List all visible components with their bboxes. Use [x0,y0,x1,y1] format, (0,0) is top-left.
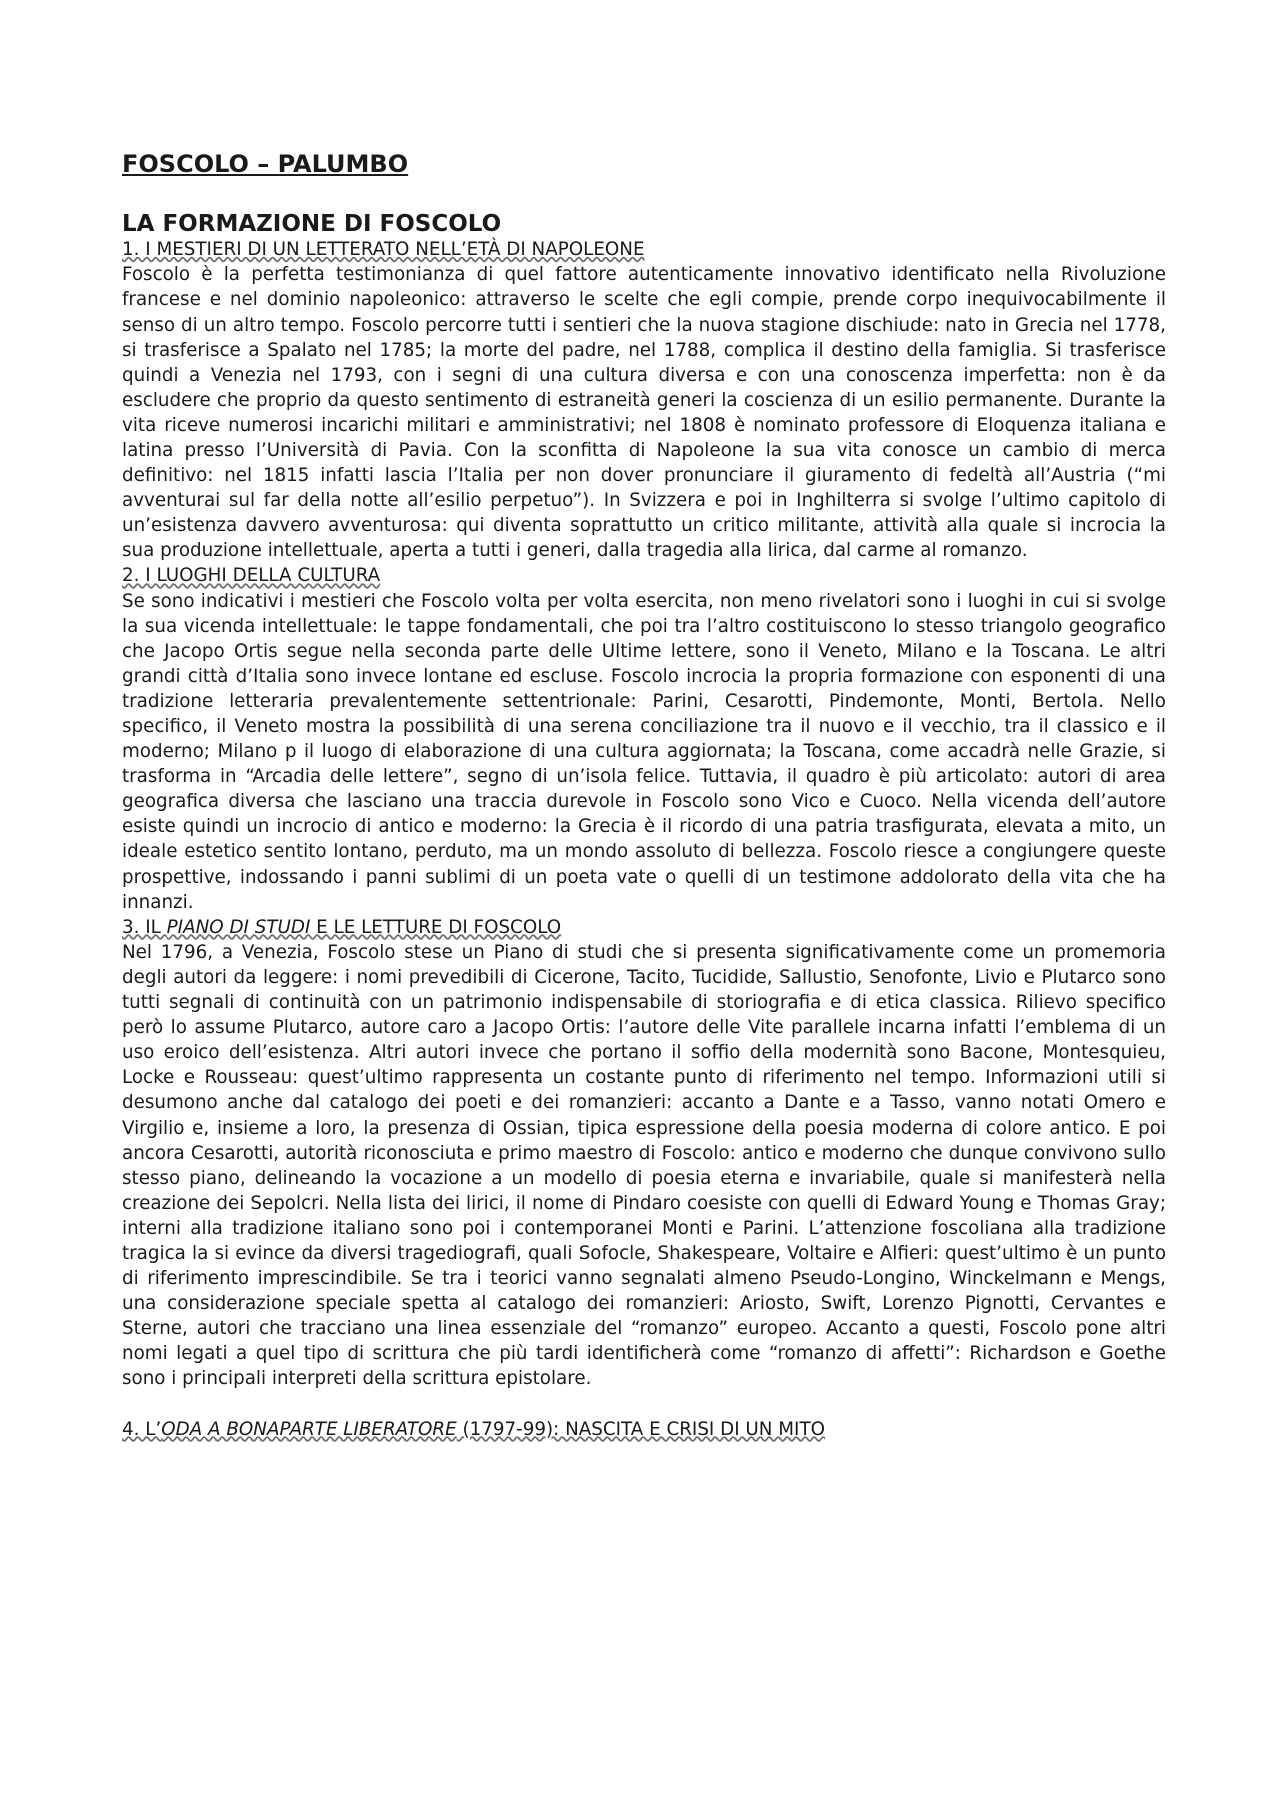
document-title: FOSCOLO – PALUMBO [122,150,409,178]
paragraph-3: Nel 1796, a Venezia, Foscolo stese un Piano di studi che si presenta significativamente come un promemoria degli autori da leggere: i nomi prevedibili di Cicerone, Tacito, Tucidide, Sallustio, Senofonte, Livio e Plutarco sono tutti segnali di continuità con un patrimonio indispensabile di storiografia e di etica classica. Rilievo specifico però lo assume Plutarco, autore caro a Jacopo Ortis: l’autore delle Vite parallele incarna infatti l’emblema di un uso eroico dell’esistenza. Altri autori invece che portano il soffio della modernità sono Bacone, Montesquieu, Locke e Rousseau: quest’ultimo rappresenta un costante punto di riferimento nel tempo. Informazioni utili si desumono anche dal catalogo dei poeti e dei romanzieri: accanto a Dante e a Tasso, vanno notati Omero e Virgilio e, insieme a loro, la presenza di Ossian, tipica espressione della poesia moderna di colore antico. E poi ancora Cesarotti, autorità riconosciuta e primo maestro di Foscolo: antico e moderno che dunque convivono sullo stesso piano, delineando la vocazione a un modello di poesia eterna e invariabile, quale si manifesterà nella creazione dei Sepolcri. Nella lista dei lirici, il nome di Pindaro coesiste con quelli di Edward Young e Thomas Gray; interni alla tradizione italiano sono poi i contemporanei Monti e Parini. L’attenzione foscoliana alla tradizione tragica la si evince da diversi tragediografi, quali Sofocle, Shakespeare, Voltaire e Alfieri: quest’ultimo è un punto di riferimento imprescindibile. Se tra i teorici vanno segnalati almeno Pseudo-Longino, Winckelmann e Mengs, una considerazione speciale spetta al catalogo dei romanzieri: Ariosto, Swift, Lorenzo Pignotti, Cervantes e Sterne, autori che tracciano una linea essenziale del “romanzo” europeo. Accanto a questi, Foscolo pone altri nomi legati a quel tipo di scrittura che più tardi identificherà come “romanzo di affetti”: Richardson e Goethe sono i principali interpreti della scrittura epistolare. [122,941,1166,1390]
subsection-heading-2: 2. I LUOGHI DELLA CULTURA [122,565,381,587]
subsection-heading-3 [122,915,1166,940]
heading-3-suffix: E LE LETTURE DI FOSCOLO [310,916,562,938]
heading-4-prefix: 4. L’ [122,1418,162,1440]
document-page [122,150,1166,1442]
heading-4-suffix: (1797-99): NASCITA E CRISI DI UN MITO [456,1418,826,1440]
paragraph-1: Foscolo è la perfetta testimonianza di quel fattore autenticamente innovativo identificato nella Rivoluzione francese e nel dominio napoleonico: attraverso le scelte che egli compie, prende corpo inequivocabilmente il senso di un altro tempo. Foscolo percorre tutti i sentieri che la nuova stagione dischiude: nato in Grecia nel 1778, si trasferisce a Spalato nel 1785; la morte del padre, nel 1788, complica il destino della famiglia. Si trasferisce quindi a Venezia nel 1793, con i segni di una cultura diversa e con una conoscenza imperfetta: non è da escludere che proprio da questo sentimento di estraneità generi la coscienza di un esilio permanente. Durante la vita riceve numerosi incarichi militari e amministrativi; nel 1808 è nominato professore di Eloquenza italiana e latina presso l’Università di Pavia. Con la sconfitta di Napoleone la sua vita conosce un cambio di merca definitivo: nel 1815 infatti lascia l’Italia per non dover pronunciare il giuramento di fedeltà all’Austria (“mi avventurai sul far della notte all’esilio perpetuo”). In Svizzera e poi in Inghilterra si svolge l’ultimo capitolo di un’esistenza davvero avventurosa: qui diventa soprattutto un critico militante, attività alla quale si incrocia la sua produzione intellettuale, aperta a tutti i generi, dalla tragedia alla lirica, dal carme al romanzo. [122,264,1166,562]
spacer [122,1392,1166,1417]
heading-4-emphasis: ODA A BONAPARTE LIBERATORE [161,1418,457,1440]
heading-3-emphasis: PIANO DI STUDI [166,916,311,938]
heading-3-prefix: 3. IL [122,916,167,938]
section-title: LA FORMAZIONE DI FOSCOLO [122,210,502,237]
paragraph-2: Se sono indicativi i mestieri che Foscolo volta per volta esercita, non meno rivelatori sono i luoghi in cui si svolge la sua vicenda intellettuale: le tappe fondamentali, che poi tra l’altro costituiscono lo stesso triangolo geografico che Jacopo Ortis segue nella seconda parte delle Ultime lettere, sono il Veneto, Milano e la Toscana. Le altri grandi città d’Italia sono invece lontane ed escluse. Foscolo incrocia la propria formazione con esponenti di una tradizione letteraria prevalentemente settentrionale: Parini, Cesarotti, Pindemonte, Monti, Bertola. Nello specifico, il Veneto mostra la possibilità di una serena conciliazione tra il nuovo e il vecchio, tra il classico e il moderno; Milano p il luogo di elaborazione di una cultura aggiornata; la Toscana, come accadrà nelle Grazie, si trasforma in “Arcadia delle lettere”, segno di un’isola felice. Tuttavia, il quadro è più articolato: autori di area geografica diversa che lasciano una traccia durevole in Foscolo sono Vico e Cuoco. Nella vicenda dell’autore esiste quindi un incrocio di antico e moderno: la Grecia è il ricordo di una patria trasfigurata, elevata a mito, un ideale estetico sentito lontano, perduto, ma un mondo assoluto di bellezza. Foscolo riesce a congiungere queste prospettive, indossando i panni sublimi di un poeta vate o quelli di un testimone addolorato della vita che ha innanzi. [122,590,1166,913]
subsection-heading-1: 1. I MESTIERI DI UN LETTERATO NELL’ETÀ DI NAPOLEONE [122,239,645,261]
subsection-heading-4 [122,1417,1166,1442]
